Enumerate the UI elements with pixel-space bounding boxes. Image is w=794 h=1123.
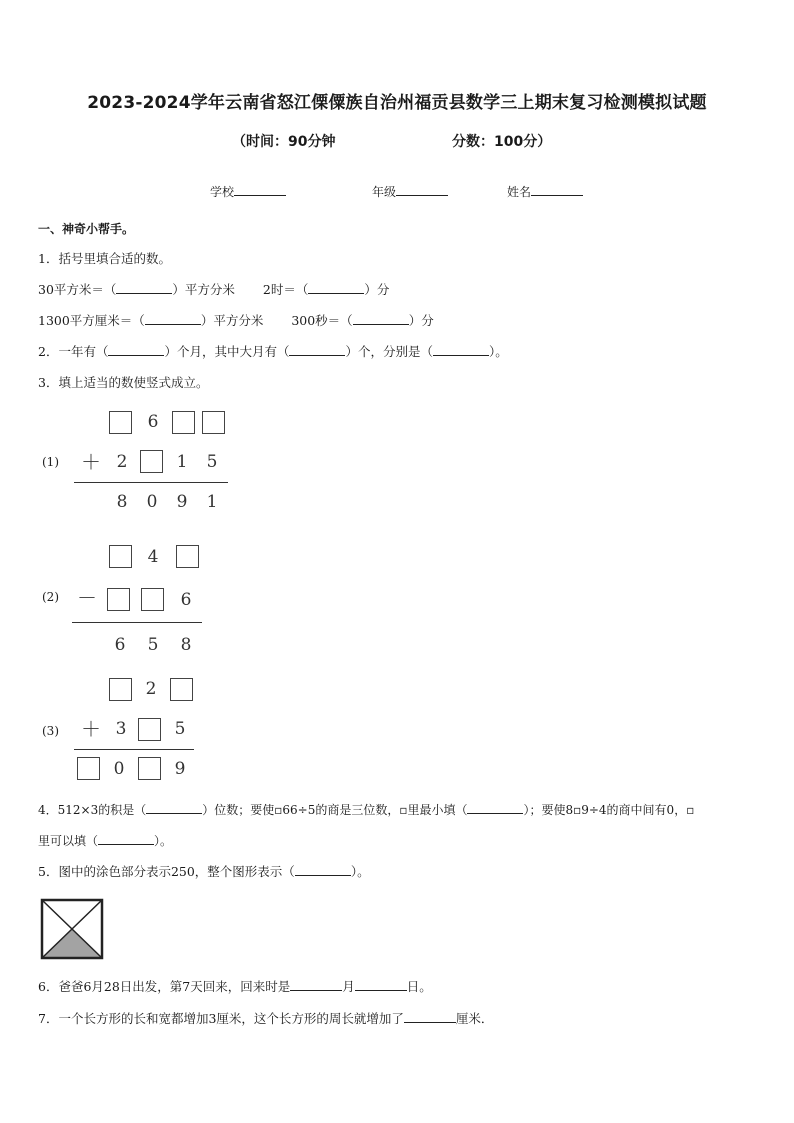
plus-sign: ＋ — [81, 450, 101, 474]
digit-box[interactable] — [172, 411, 195, 434]
exam-score: 分数：100分） — [452, 134, 552, 150]
name-label: 姓名 — [507, 185, 532, 199]
q2-text-2: ）个月，其中大月有（ — [164, 344, 290, 359]
q1-row1 — [38, 282, 389, 298]
q1-a1-blank[interactable] — [116, 282, 172, 294]
shaded-triangle — [42, 929, 102, 958]
digit: 5 — [206, 452, 218, 472]
digit: 3 — [115, 719, 127, 739]
digit: 4 — [147, 547, 159, 567]
digit-box[interactable] — [109, 678, 132, 701]
school-field — [210, 183, 286, 200]
q1-a1-unit: ）平方分米 — [172, 282, 235, 297]
digit-box[interactable] — [77, 757, 100, 780]
digit: 2 — [116, 452, 128, 472]
q2-text-4: ）。 — [488, 344, 508, 359]
q7-text-1: 7．一个长方形的长和宽都增加3厘米，这个长方形的周长就增加了 — [38, 1011, 404, 1026]
q3-stem: 3．填上适当的数使竖式成立。 — [38, 375, 209, 390]
q5-line — [38, 864, 370, 880]
digit: 2 — [145, 679, 157, 699]
digit: 6 — [180, 590, 192, 610]
q2-blank-2[interactable] — [289, 344, 345, 356]
q1-a2-unit: ）分 — [364, 282, 390, 297]
q5-text-2: ）。 — [350, 864, 370, 879]
q6-text-1: 6．爸爸6月28日出发，第7天回来，回来时是 — [38, 979, 291, 994]
q1-b1-blank[interactable] — [145, 313, 201, 325]
q2-blank-1[interactable] — [108, 344, 164, 356]
q4-text-4: 里可以填（ — [38, 834, 99, 848]
digit: 9 — [174, 759, 186, 779]
q6-blank-month[interactable] — [290, 979, 342, 991]
q1-row2 — [38, 313, 434, 329]
digit-box[interactable] — [138, 718, 161, 741]
q6-line — [38, 979, 432, 995]
q1-b2-text: 300秒＝（ — [291, 313, 353, 328]
grade-field — [372, 183, 448, 200]
q4-line-1 — [38, 802, 694, 818]
name-field — [507, 183, 583, 200]
digit: 8 — [180, 635, 192, 655]
digit: 8 — [116, 492, 128, 512]
q4-blank-2[interactable] — [467, 802, 523, 814]
digit: 0 — [113, 759, 125, 779]
q6-text-3: 日。 — [406, 979, 432, 994]
plus-sign: ＋ — [81, 717, 101, 741]
q1-b2-blank[interactable] — [353, 313, 409, 325]
digit-box[interactable] — [109, 411, 132, 434]
square-figure — [40, 898, 104, 960]
puzzle-label: (3) — [42, 724, 59, 738]
page-title: 2023-2024学年云南省怒江傈僳族自治州福贡县数学三上期末复习检测模拟试题 — [87, 93, 707, 113]
school-label: 学校 — [210, 185, 235, 199]
q4-blank-3[interactable] — [98, 833, 154, 845]
q1-b1-unit: ）平方分米 — [200, 313, 264, 328]
digit-box[interactable] — [176, 545, 199, 568]
digit: 0 — [146, 492, 158, 512]
digit: 1 — [176, 452, 188, 472]
q4-text-2: ）位数；要使▫66÷5的商是三位数，▫里最小填（ — [202, 803, 468, 817]
digit: 9 — [176, 492, 188, 512]
digit: 1 — [206, 492, 218, 512]
exam-time: （时间：90分钟 — [232, 134, 336, 150]
q2-text-1: 2．一年有（ — [38, 344, 109, 359]
q7-line — [38, 1011, 493, 1027]
digit-box[interactable] — [141, 588, 164, 611]
name-blank[interactable] — [531, 183, 583, 196]
q1-a1-text: 30平方米＝（ — [38, 282, 117, 297]
digit-box[interactable] — [107, 588, 130, 611]
q1-b1-text: 1300平方厘米＝（ — [38, 313, 145, 328]
q6-text-2: 月 — [342, 979, 355, 994]
digit-box[interactable] — [109, 545, 132, 568]
digit: 6 — [147, 412, 159, 432]
q2-line — [38, 344, 508, 360]
minus-sign: － — [77, 586, 97, 610]
grade-label: 年级 — [372, 185, 397, 199]
difference-rule — [72, 622, 202, 623]
digit-box[interactable] — [138, 757, 161, 780]
digit: 5 — [147, 635, 159, 655]
q1-b2-unit: ）分 — [408, 313, 434, 328]
q6-blank-day[interactable] — [355, 979, 407, 991]
sum-rule — [74, 749, 194, 750]
sum-rule — [74, 482, 228, 483]
q4-blank-1[interactable] — [146, 802, 202, 814]
section-title: 一、神奇小帮手。 — [38, 222, 135, 236]
digit: 5 — [174, 719, 186, 739]
digit: 6 — [114, 635, 126, 655]
digit-box[interactable] — [202, 411, 225, 434]
puzzle-label: (1) — [42, 455, 59, 469]
q5-text-1: 5．图中的涂色部分表示250，整个图形表示（ — [38, 864, 295, 879]
puzzle-label: (2) — [42, 590, 59, 604]
q5-blank[interactable] — [295, 864, 351, 876]
q4-text-5: ）。 — [154, 834, 173, 848]
digit-box[interactable] — [170, 678, 193, 701]
q1-stem: 1．括号里填合适的数。 — [38, 251, 171, 266]
q7-text-2: 厘米． — [455, 1011, 494, 1026]
school-blank[interactable] — [234, 183, 286, 196]
q2-blank-3[interactable] — [433, 344, 489, 356]
q7-blank[interactable] — [404, 1011, 456, 1023]
q2-text-3: ）个，分别是（ — [345, 344, 433, 359]
q4-text-1: 4．512×3的积是（ — [38, 803, 147, 817]
q1-a2-text: 2时＝（ — [262, 282, 309, 297]
q4-line-2 — [38, 833, 172, 849]
q4-text-3: ）；要使8▫9÷4的商中间有0，▫ — [523, 803, 695, 817]
grade-blank[interactable] — [396, 183, 448, 196]
q1-a2-blank[interactable] — [308, 282, 364, 294]
digit-box[interactable] — [140, 450, 163, 473]
